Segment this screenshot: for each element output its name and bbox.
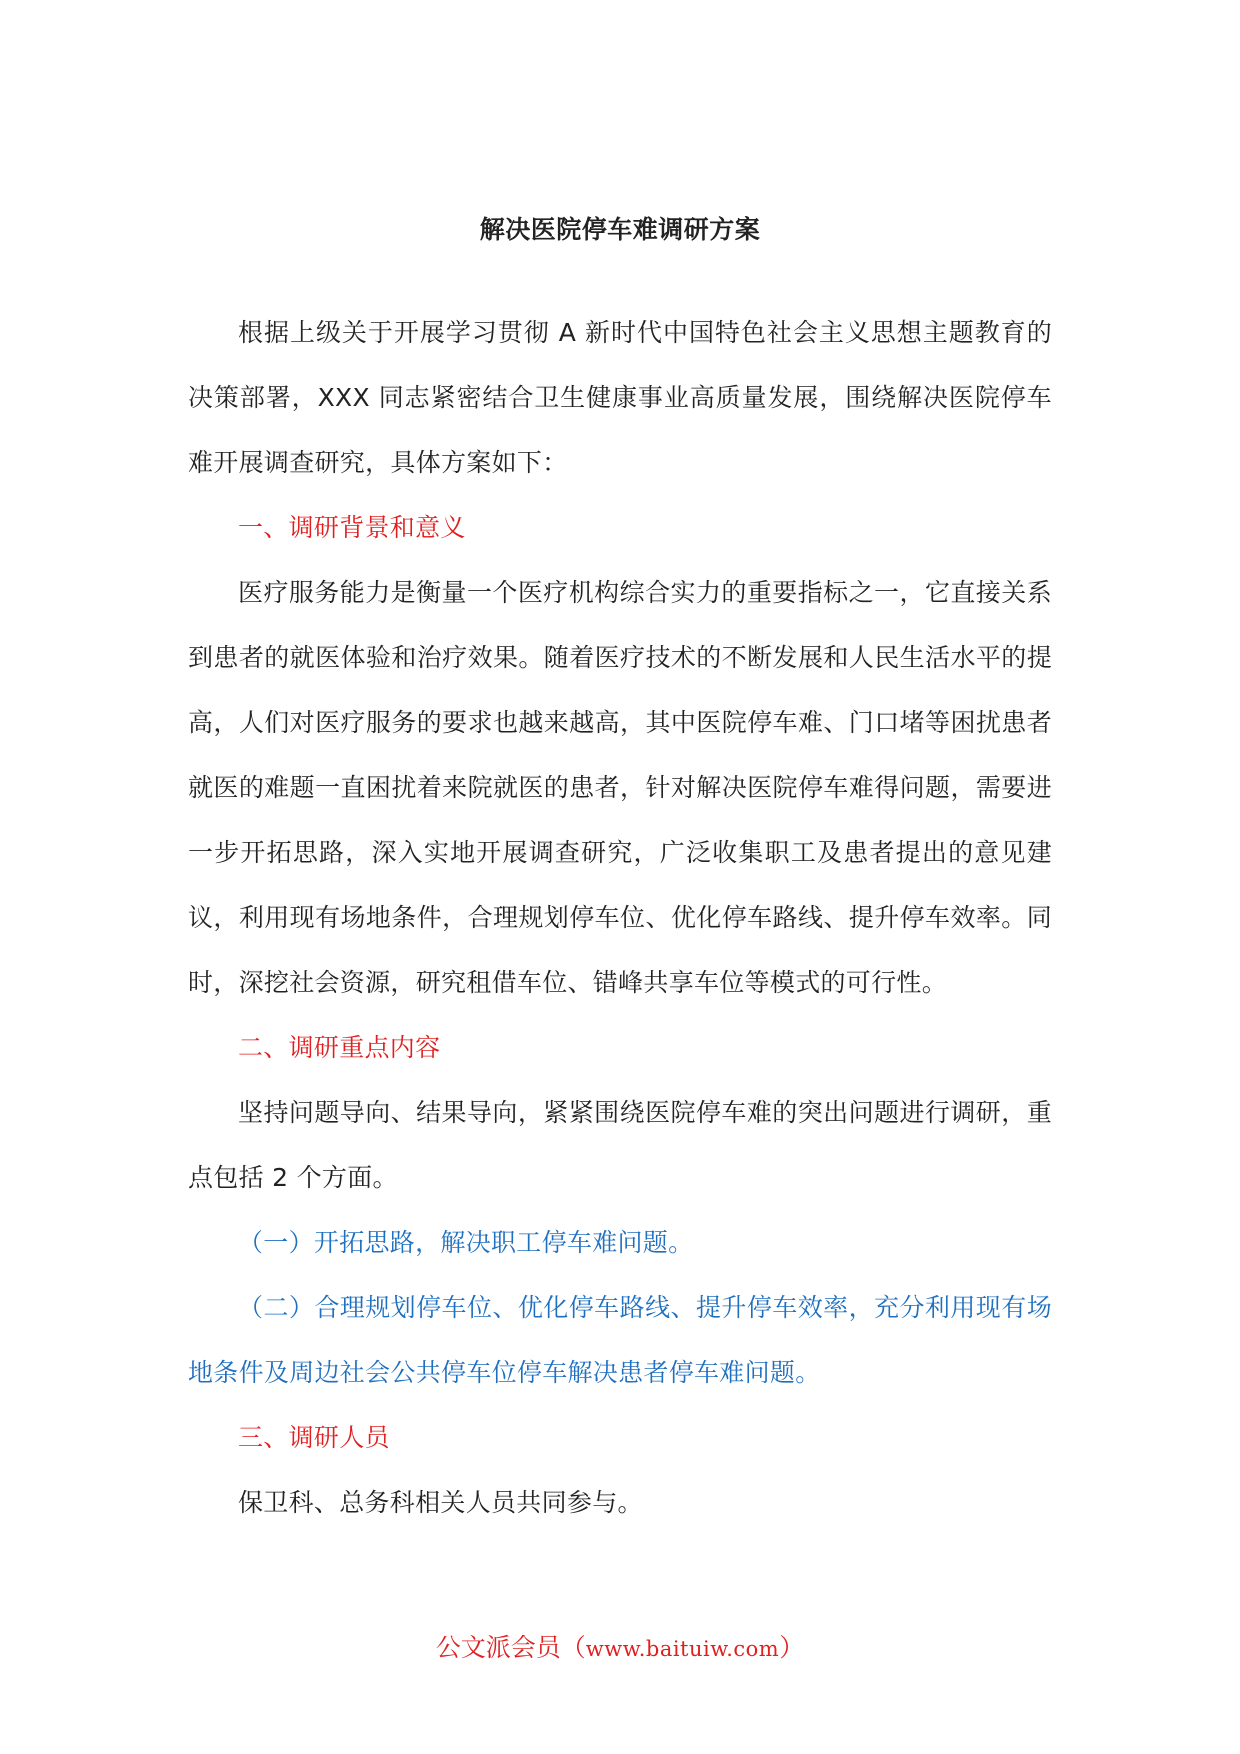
footer-url: www.baituiw.com <box>585 1637 780 1661</box>
document-title: 解决医院停车难调研方案 <box>479 215 761 244</box>
section-body-key-content: 坚持问题导向、结果导向，紧紧围绕医院停车难的突出问题进行调研，重点包括 2 个方面。 <box>188 1098 1052 1192</box>
document-body <box>188 300 1052 1535</box>
footer-close: ） <box>779 1633 805 1662</box>
footer-label: 公文派会员（ <box>435 1633 586 1662</box>
section-heading-background: 一、调研背景和意义 <box>238 513 466 542</box>
section-body-personnel: 保卫科、总务科相关人员共同参与。 <box>238 1488 643 1517</box>
intro-paragraph: 根据上级关于开展学习贯彻 A 新时代中国特色社会主义思想主题教育的决策部署，XXX 同志紧密结合卫生健康事业高质量发展，围绕解决医院停车难开展调查研究，具体方案如下： <box>188 318 1052 477</box>
sub-item-patient-parking: （二）合理规划停车位、优化停车路线、提升停车效率，充分利用现有场地条件及周边社会公共停车位停车解决患者停车难问题。 <box>188 1293 1052 1387</box>
sub-item-staff-parking: （一）开拓思路，解决职工停车难问题。 <box>238 1228 694 1257</box>
section-heading-key-content: 二、调研重点内容 <box>238 1033 441 1062</box>
footer-watermark <box>0 1628 1240 1669</box>
section-body-background: 医疗服务能力是衡量一个医疗机构综合实力的重要指标之一，它直接关系到患者的就医体验和治疗效果。随着医疗技术的不断发展和人民生活水平的提高，人们对医疗服务的要求也越来越高，其中医院停车难、门口堵等困扰患者就医的难题一直困扰着来院就医的患者，针对解决医院停车难得问题，需要进一步开拓思路，深入实地开展调查研究，广泛收集职工及患者提出的意见建议，利用现有场地条件，合理规划停车位、优化停车路线、提升停车效率。同时，深挖社会资源，研究租借车位、错峰共享车位等模式的可行性。 <box>188 578 1052 997</box>
section-heading-personnel: 三、调研人员 <box>238 1423 390 1452</box>
